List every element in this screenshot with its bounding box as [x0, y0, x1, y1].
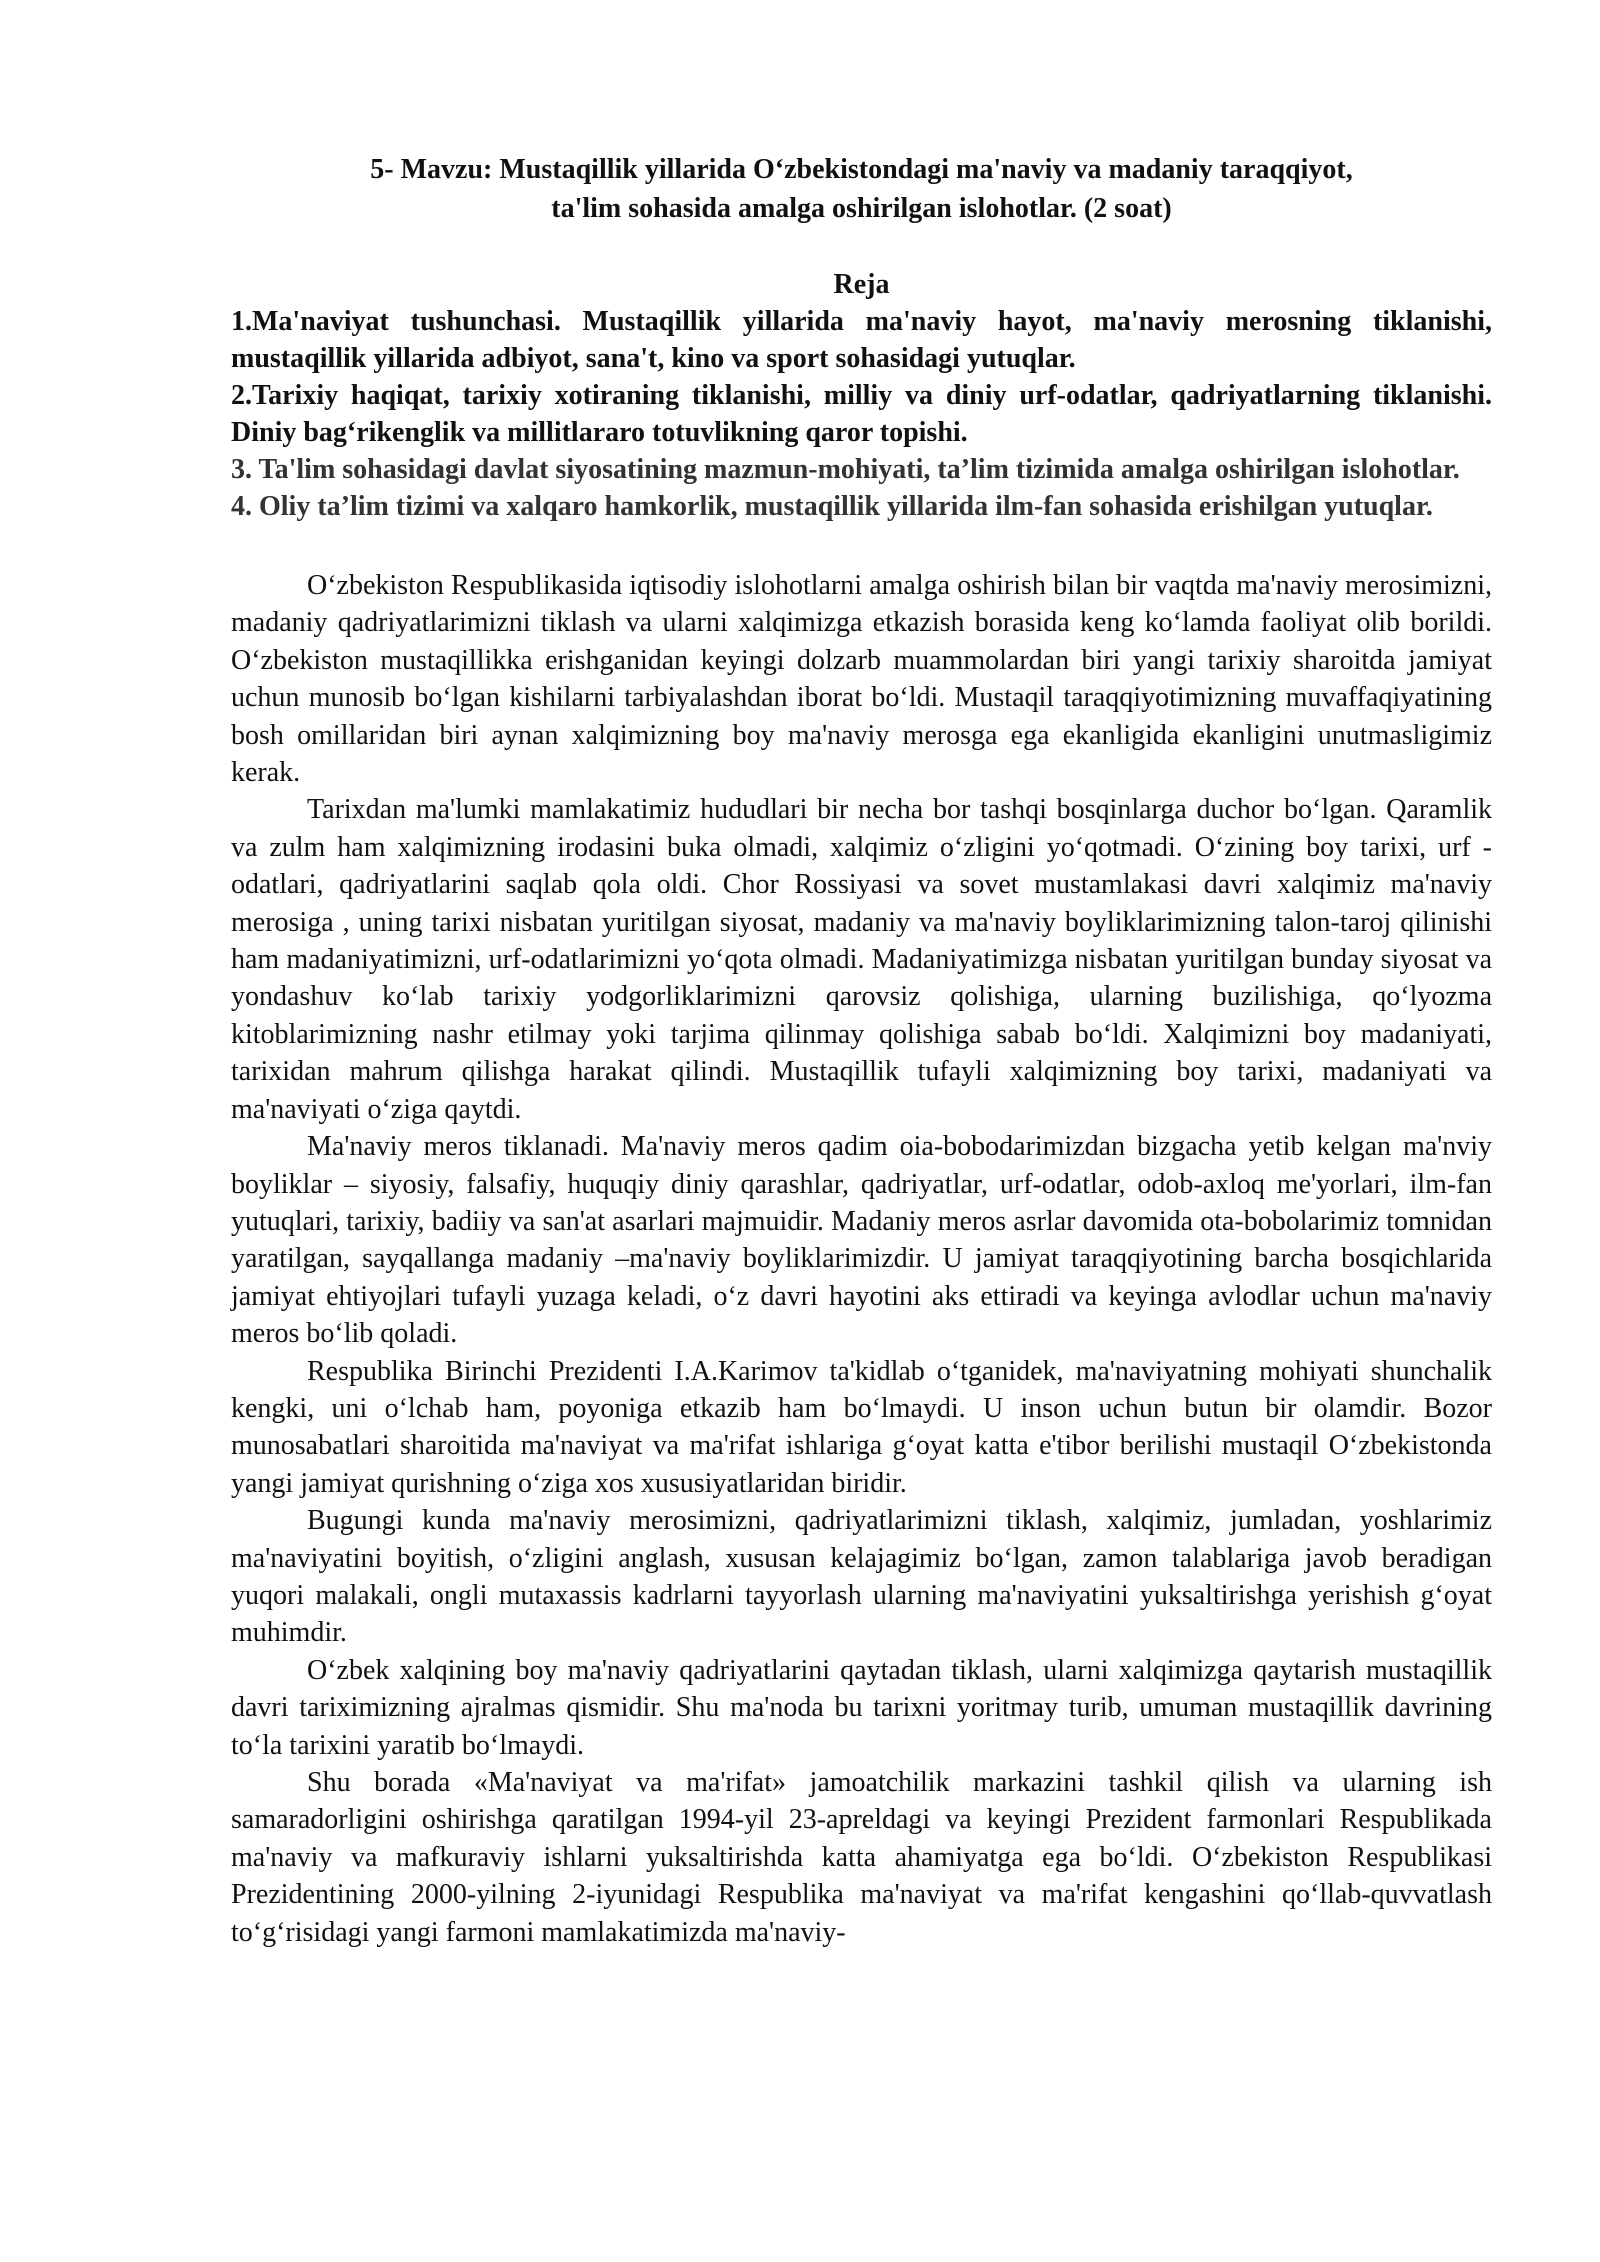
plan-item-3: 3. Ta'lim sohasidagi davlat siyosatining mazmun-mohiyati, ta’lim tizimida amalga oshirilgan islohotlar.	[231, 454, 1460, 485]
plan-heading: Reja	[833, 269, 890, 300]
document-page	[231, 150, 1492, 1951]
paragraph-7: Shu borada «Ma'naviyat va ma'rifat» jamoatchilik markazini tashkil qilish va ularning ish samaradorligini oshirishga qaratilgan 1994-yil 23-apreldagi va keyingi Prezident farmonlari Respublikada ma'naviy va mafkuraviy ishlarni yuksaltirishda katta ahamiyatga ega bo‘ldi. O‘zbekiston Respublikasi Prezidentining 2000-yilning 2-iyunidagi Respublika ma'naviyat va ma'rifat kengashini qo‘llab-quvvatlash to‘g‘risidagi yangi farmoni mamlakatimizda ma'naviy-	[231, 1767, 1492, 1948]
paragraph-3: Ma'naviy meros tiklanadi. Ma'naviy meros qadim oia-bobodarimizdan bizgacha yetib kelgan ma'nviy boyliklar – siyosiy, falsafiy, huquqiy diniy qarashlar, qadriyatlar, urf-odatlar, odob-axloq me'yorlari, ilm-fan yutuqlari, tarixiy, badiiy va san'at asarlari majmuidir. Madaniy meros asrlar davomida ota-bobolarimiz tomnidan yaratilgan, sayqallanga madaniy –ma'naviy boyliklarimizdir. U jamiyat taraqqiyotining barcha bosqichlarida jamiyat ehtiyojlari tufayli yuzaga keladi, o‘z davri hayotini aks ettiradi va keyinga avlodlar uchun ma'naviy meros bo‘lib qoladi.	[231, 1131, 1492, 1350]
paragraph-6: O‘zbek xalqining boy ma'naviy qadriyatlarini qaytadan tiklash, ularni xalqimizga qaytarish mustaqillik davri tariximizning ajralmas qismidir. Shu ma'noda bu tarixni yoritmay turib, umuman mustaqillik davrining to‘la tarixini yaratib bo‘lmaydi.	[231, 1654, 1492, 1761]
title-line-2: ta'lim sohasida amalga oshirilgan islohotlar. (2 soat)	[551, 193, 1172, 224]
plan-list	[231, 303, 1492, 525]
paragraph-5: Bugungi kunda ma'naviy merosimizni, qadriyatlarimizni tiklash, xalqimiz, jumladan, yoshlarimiz ma'naviyatini boyitish, o‘zligini anglash, xususan kelajagimiz bo‘lgan, zamon talablariga javob beradigan yuqori malakali, ongli mutaxassis kadrlarni tayyorlash ularning ma'naviyatini yuksaltirishga yerishish g‘oyat muhimdir.	[231, 1505, 1492, 1649]
document-title	[231, 150, 1492, 228]
document-body	[231, 567, 1492, 1951]
paragraph-2: Tarixdan ma'lumki mamlakatimiz hududlari bir necha bor tashqi bosqinlarga duchor bo‘lgan. Qaramlik va zulm ham xalqimizning irodasini buka olmadi, xalqimiz o‘zligini yo‘qotmadi. O‘zining boy tarixi, urf -odatlari, qadriyatlarini saqlab qola oldi. Chor Rossiyasi va sovet mustamlakasi davri xalqimiz ma'naviy merosiga , uning tarixi nisbatan yuritilgan siyosat, madaniy va ma'naviy boyliklarimizning talon-taroj qilinishi ham madaniyatimizni, urf-odatlarimizni yo‘qota olmadi. Madaniyatimizga nisbatan yuritilgan bunday siyosat va yondashuv ko‘lab tarixiy yodgorliklarimizni qarovsiz qolishiga, ularning buzilishiga, qo‘lyozma kitoblarimizning nashr etilmay yoki tarjima qilinmay qolishiga sabab bo‘ldi. Xalqimizni boy madaniyati, tarixidan mahrum qilishga harakat qilindi. Mustaqillik tufayli xalqimizning boy tarixi, madaniyati va ma'naviyati o‘ziga qaytdi.	[231, 794, 1492, 1125]
plan-item-2: 2.Tarixiy haqiqat, tarixiy xotiraning tiklanishi, milliy va diniy urf-odatlar, qadriyatlarning tiklanishi. Diniy bag‘rikenglik va millitlararo totuvlikning qaror topishi.	[231, 380, 1492, 448]
plan-item-1: 1.Ma'naviyat tushunchasi. Mustaqillik yillarida ma'naviy hayot, ma'naviy merosning tiklanishi, mustaqillik yillarida adbiyot, sana't, kino va sport sohasidagi yutuqlar.	[231, 306, 1492, 374]
title-line-1: 5- Mavzu: Mustaqillik yillarida O‘zbekistondagi ma'naviy va madaniy taraqqiyot,	[370, 154, 1353, 185]
paragraph-4: Respublika Birinchi Prezidenti I.A.Karimov ta'kidlab o‘tganidek, ma'naviyatning mohiyati shunchalik kengki, uni o‘lchab ham, poyoniga etkazib ham bo‘lmaydi. U inson uchun butun bir olamdir. Bozor munosabatlari sharoitida ma'naviyat va ma'rifat ishlariga g‘oyat katta e'tibor berilishi mustaqil O‘zbekistonda yangi jamiyat qurishning o‘ziga xos xususiyatlaridan biridir.	[231, 1355, 1492, 1499]
paragraph-1: O‘zbekiston Respublikasida iqtisodiy islohotlarni amalga oshirish bilan bir vaqtda ma'naviy merosimizni, madaniy qadriyatlarimizni tiklash va ularni xalqimizga etkazish borasida keng ko‘lamda faoliyat olib borildi. O‘zbekiston mustaqillikka erishganidan keyingi dolzarb muammolardan biri yangi tarixiy sharoitda jamiyat uchun munosib bo‘lgan kishilarni tarbiyalashdan iborat bo‘ldi. Mustaqil taraqqiyotimizning muvaffaqiyatining bosh omillaridan biri aynan xalqimizning boy ma'naviy merosga ega ekanligida ekanligini unutmasligimiz kerak.	[231, 570, 1492, 789]
plan-item-4: 4. Oliy ta’lim tizimi va xalqaro hamkorlik, mustaqillik yillarida ilm-fan sohasida erishilgan yutuqlar.	[231, 491, 1433, 522]
